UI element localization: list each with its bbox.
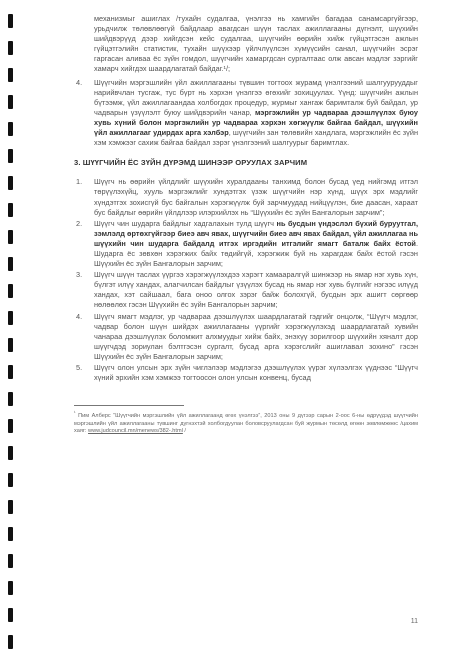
- item-text-after: , шүүгчийн зан төлөвийн хандлага, мэргэжлийн ёс зүйн хэм хэмжээг сахиж байгаа байдал зэрэг үнэлгээний шалгуурыг баримтлах.: [94, 128, 418, 148]
- binding-mark: [8, 149, 13, 163]
- principle-item: [74, 177, 418, 217]
- binding-mark: [8, 95, 13, 109]
- binding-mark: [8, 338, 13, 352]
- list-number: 4.: [76, 311, 83, 321]
- binding-mark: [8, 230, 13, 244]
- footnote-text: Пим Алберс “Шүүгчийн мэргэшлийн үйл ажиллагаанд өгөх үнэлгээ”, 2013 оны 9 дүгээр сарын 2-оос 6-ны өдрүүдэд шүүгчийн мэргэшлийн үйл ажиллагааны түвшинг дүгнэхтэй холбогдуулан боловсруулагдсан буй журмын төсөлд өгөөн зөвлөмжөөс /цахим хаяг:: [74, 413, 418, 435]
- item-bold-text: мэргэжлийн ур чадвараа дээшлүүлэх буюу хувь хүний болон мэргэжлийн ур чадвараа хэрхэн хөгжүүлж байгаа байдал, шүүхийн үйл ажиллагааг удирдах арга хэлбэр: [94, 107, 418, 138]
- footnote-text-end: /: [182, 428, 186, 435]
- footnote-divider: [74, 405, 184, 406]
- principle-item: [74, 312, 418, 362]
- binding-mark: [8, 284, 13, 298]
- binding-mark: [8, 41, 13, 55]
- binding-mark: [8, 635, 13, 649]
- principle-text: Шүүгч ямагт мэдлэг, ур чадвараа дээшлүүлэх шаардлагатай гэдгийг онцолж, “Шүүгч мэдлэг, чадвар болон шүүн шийдэх ажиллагааны үүргийг хэрэгжүүлэхэд шаардлагатай хувийн чанараа дээшлүүлэх боломжит алхмуудыг хийж байх, энэхүү зорилгоор шүүхийн хяналт дор шүүгчдэд зориулан бэлтгэсэн сургалт, бусад арга хэрэгслийг ашиглавал зохино” гэсэн Шүүхийн ёс зүйн Бангалорын зарчим;: [94, 311, 418, 361]
- principle-text: Шүүгч нь өөрийн үйлдлийг шүүхийн хуралдааны танхимд болон бусад үед нийгэмд итгэл төрүүлэхүйц, хууль мэргэжлийг хундэтгэх үзэж шүүгчийн нэр хүнд, шүүх эрх мэдлийг хүндэтгэх зохисгүй бус байгалын хэрэгжүүлж буй зарчмуудад нийцүүлэн, бие даасан, хараат бус байдлыг өөрийн үйлдлээр илэрхийлэх нь “Шүүхийн ёс зүйн Бангалорын зарчим”;: [94, 177, 418, 217]
- binding-mark: [8, 365, 13, 379]
- binding-mark: [8, 68, 13, 82]
- page-content: [74, 14, 418, 436]
- binding-mark: [8, 527, 13, 541]
- principle-item: [74, 219, 418, 269]
- principles-list: [74, 177, 418, 383]
- binding-mark: [8, 500, 13, 514]
- binding-mark: [8, 554, 13, 568]
- list-item-4: [74, 78, 418, 149]
- page-number: 11: [410, 618, 418, 625]
- section-heading: 3. ШҮҮГЧИЙН ЁС ЗҮЙН ДҮРЭМД ШИНЭЭР ОРУУЛАХ ЗАРЧИМ: [74, 158, 308, 168]
- binding-mark: [8, 419, 13, 433]
- intro-paragraph: механизмыг ашиглах /тухайн судалгаа, үнэлгээ нь хамгийн багадаа санамсаргүйгээр, урьдчилж төлөвлөөгүй байдлаар авагдсан шүүн таслах ажиллагааны дүгнэлт, шүүхийн шийдвэрүүд дээр хийгдсэн кейс судалгаа, шүүгчийн өөрийн хийж гүйцэтгэсэн ажлын гүйцэтгэлийн статистик, тухайн шүүхээр үйлчлүүлсэн хүмүүсийн санал, шүүгчийн эсрэг гаргасан аливаа ёс зүйн гомдол, шүүгчийн хамаргдсан сургалтаас олж авсан мэдлэг зэргийг хамарч хийгдэх шаардлагатай байдаг.¹/;: [94, 14, 418, 74]
- binding-holes: [8, 0, 14, 650]
- binding-mark: [8, 203, 13, 217]
- binding-mark: [8, 473, 13, 487]
- list-number: 1.: [76, 177, 83, 187]
- list-number: 5.: [76, 363, 83, 372]
- footnote-link[interactable]: www.judcouncil.mn/menews/382-.html: [88, 428, 183, 435]
- binding-mark: [8, 122, 13, 136]
- principle-text: Шүүгч шүүн таслах үүргээ хэрэгжүүлэхдээ хэрэгт хамааралгүй шинжээр нь ямар нэг хувь хүн, бүлгэт илүү хандах, алагчилсан байдлыг үзүүлэх бусад нь ямар нэг хувь бүлгийг нэгээс илүүд хандах, хэт сайшаал, бага оноо олгох зэрэг байж болохгүй, бусдын эрх ашигт сөргөөр нөлөөлөх гэсэн Шүүхийн ёс зүйн Бангалорын зарчим;: [94, 270, 418, 310]
- binding-mark: [8, 14, 13, 28]
- list-number: 4.: [76, 77, 83, 87]
- binding-mark: [8, 581, 13, 595]
- list-number: 3.: [76, 270, 83, 280]
- binding-mark: [8, 446, 13, 460]
- footnote-mark: ¹: [74, 410, 76, 416]
- binding-mark: [8, 257, 13, 271]
- binding-mark: [8, 608, 13, 622]
- principle-bold-text: нь бусдын үндэслэл бүхий буруутгал, зэмлэлд өртөхгүйгээр биеэ авч явах, шүүгчийн биеэ авч явах байдал, үйл ажиллагаа нь шүүхийн чин шударга байдалд итгэх иргэдийн итгэлийг ямагт баталж байх ёстой: [94, 218, 419, 248]
- binding-mark: [8, 392, 13, 406]
- footnote: [74, 409, 418, 436]
- binding-mark: [8, 311, 13, 325]
- principle-item: [74, 270, 418, 310]
- binding-mark: [8, 176, 13, 190]
- item-text: Шүүгчийн мэргэшлийн үйл ажиллагааны түвшин тогтоох журамд үнэлгээний шалгуурууддыг нарийвчлан тусгаж, тус бүрт нь хэрхэн үнэлгээ өгөхийг зохицуулах. Үүнд: шүүгчийн ажлын бүтээмж, үйл ажиллагаандаа холбогдох процедур, журмыг хангаж баримталж буй байдал, ур чадварын үзүүлэлт буюу шийдвэрийн чанар,: [94, 77, 418, 117]
- principle-item: [74, 363, 418, 383]
- principle-text: Шүүгч чин шударга байдлыг хадгалахын тулд шүүгч: [94, 218, 277, 228]
- principle-text: Шүүгч олон улсын эрх зүйн чиглэлээр мэдлэгээ дээшлүүлэх үүрэг хүлээлгэх үүднээс “Шүүгч хүний эрхийн хэм хэмжээ тогтоосон олон улсын конвенц, бусад: [94, 363, 418, 383]
- list-number: 2.: [76, 218, 83, 228]
- principle-text: . Шударга ёс зөвхөн хэрэгжих байх төдийгүй, хэрэгжиж буй нь харагдаж байх ёстой гэсэн Шүүхийн ёс зүйн Бангалорын зарчим;: [94, 238, 418, 269]
